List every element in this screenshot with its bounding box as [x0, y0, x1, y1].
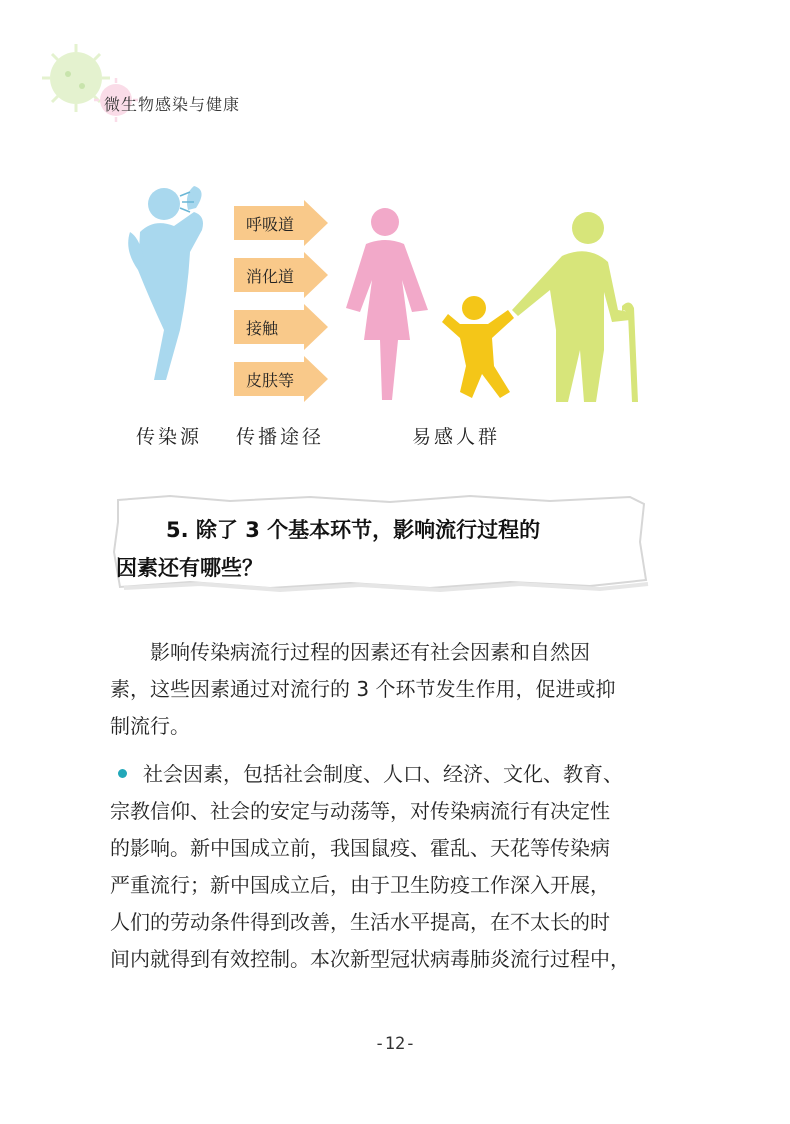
- question-title-line-1: 5. 除了 3 个基本环节，影响流行过程的: [166, 518, 541, 542]
- paragraph-line: 制流行。: [110, 714, 190, 738]
- route-label: 消化道: [246, 267, 295, 286]
- paragraph-line: 间内就得到有效控制。本次新型冠状病毒肺炎流行过程中，: [110, 947, 630, 971]
- question-heading-box: [110, 492, 650, 592]
- label-susceptible: 易感人群: [412, 426, 501, 448]
- woman-figure: [346, 208, 428, 400]
- paragraph-line: 严重流行；新中国成立后，由于卫生防疫工作深入开展，: [110, 873, 610, 897]
- running-header: 微生物感染与健康: [104, 95, 241, 114]
- route-label: 呼吸道: [246, 215, 295, 234]
- paragraph-2: [110, 756, 670, 978]
- route-arrow: [234, 200, 328, 246]
- child-figure: [442, 296, 514, 398]
- paragraph-line: 素，这些因素通过对流行的 3 个环节发生作用，促进或抑: [110, 677, 616, 701]
- question-title-line-2: 因素还有哪些？: [116, 556, 263, 580]
- figure-artwork: [110, 180, 670, 420]
- label-source: 传染源: [136, 426, 203, 448]
- source-person-figure: [128, 186, 203, 380]
- transmission-illustration: [110, 180, 670, 460]
- paragraph-line: 人们的劳动条件得到改善，生活水平提高，在不太长的时: [110, 910, 610, 934]
- paragraph-line: 的影响。新中国成立前，我国鼠疫、霍乱、天花等传染病: [110, 836, 610, 860]
- route-arrow: [234, 304, 328, 350]
- route-label: 接触: [246, 319, 279, 338]
- route-arrow: [234, 252, 328, 298]
- route-label: 皮肤等: [246, 371, 295, 390]
- label-route: 传播途径: [236, 426, 325, 448]
- elder-figure: [512, 212, 638, 402]
- paragraph-1: [110, 634, 670, 745]
- paragraph-line: 影响传染病流行过程的因素还有社会因素和自然因: [150, 640, 590, 664]
- paragraph-line: 宗教信仰、社会的安定与动荡等，对传染病流行有决定性: [110, 799, 610, 823]
- route-arrow: [234, 356, 328, 402]
- page-number: -12-: [374, 1034, 416, 1054]
- paragraph-line: 社会因素，包括社会制度、人口、经济、文化、教育、: [143, 762, 623, 786]
